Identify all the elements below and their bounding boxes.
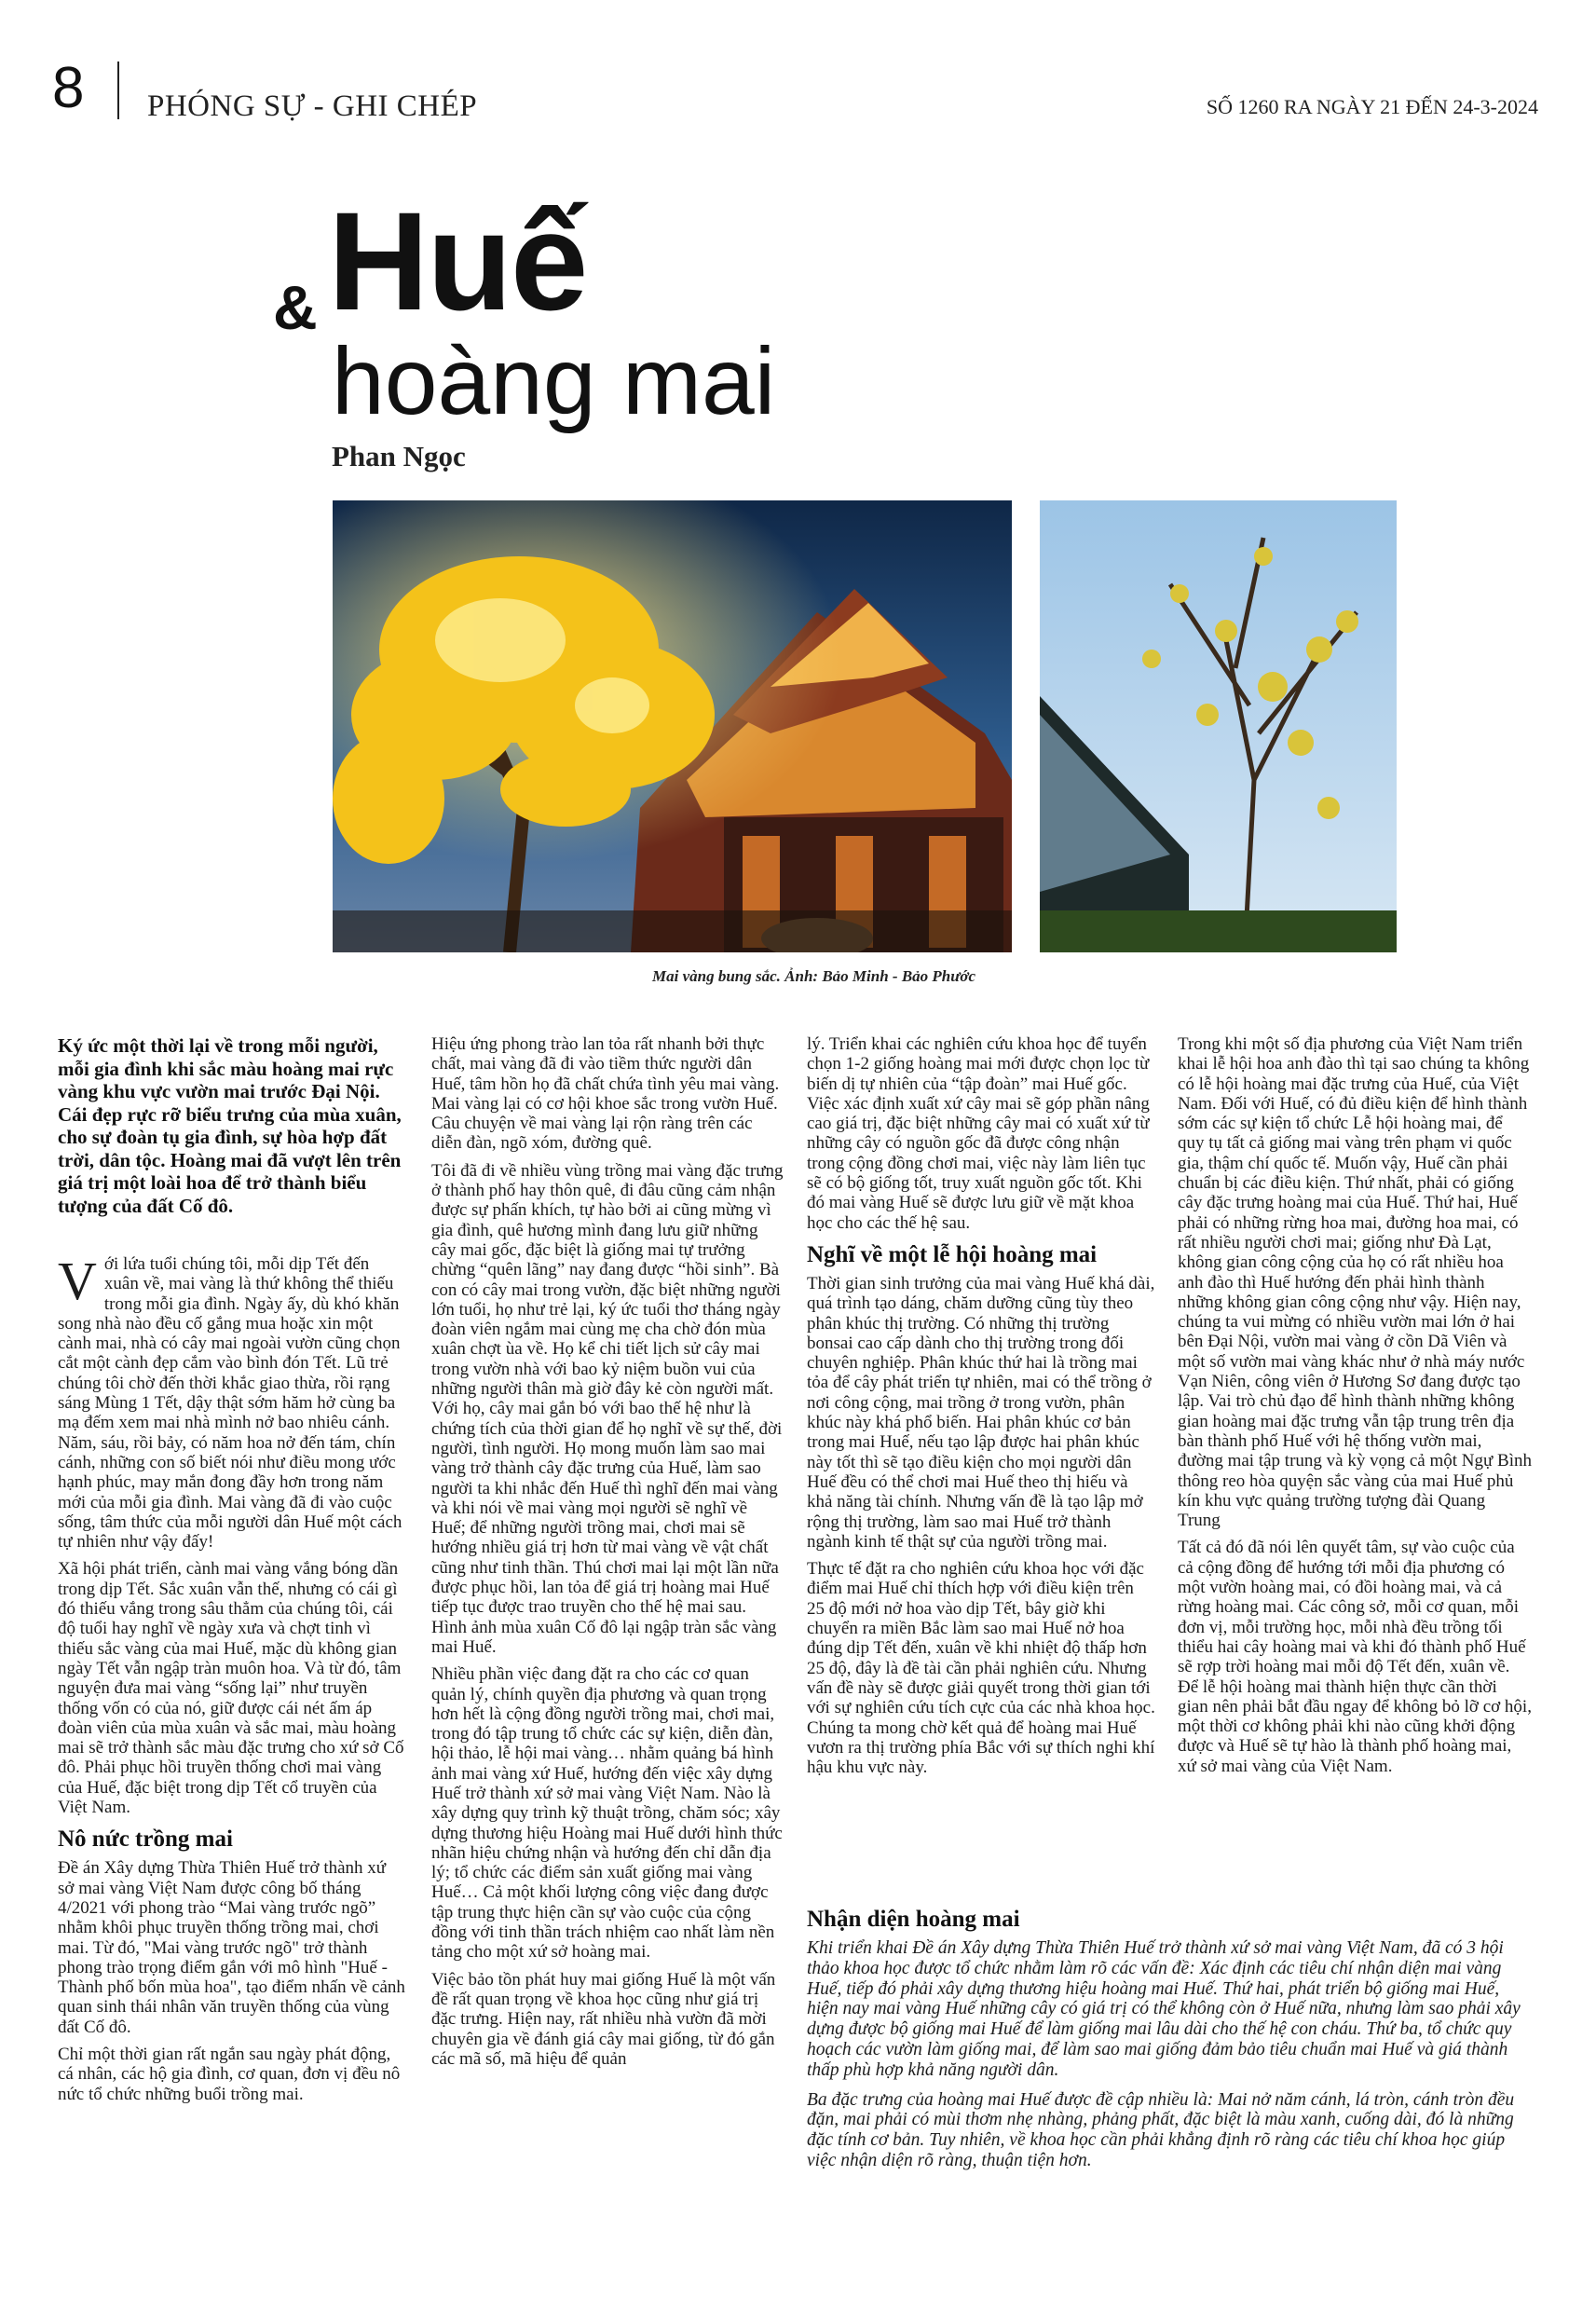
article-lead: Ký ức một thời lại về trong mỗi người, mỗi gia đình khi sắc màu hoàng mai rực vàng khu vực vườn mai trước Đại Nội. Cái đẹp rực rỡ biểu trưng của mùa xuân, cho sự đoàn tụ gia đình, sự hòa hợp đất trời, dân tộc. Hoàng mai đã vượt lên trên giá trị một loài hoa để trở thành biểu tượng của đất Cố đô. (58, 1034, 402, 1217)
text-column-4 (1178, 1034, 1532, 1784)
text-column-2 (431, 1034, 784, 2076)
subheading: Nghĩ về một lễ hội hoàng mai (807, 1241, 1098, 1267)
section-title: PHÓNG SỰ - GHI CHÉP (147, 89, 478, 123)
paragraph: Tất cả đó đã nói lên quyết tâm, sự vào cuộc của cả cộng đồng để hướng tới mỗi địa phương có một vườn hoàng mai, có đồi hoàng mai, và cả rừng hoàng mai. Các công sở, mỗi cơ quan, mỗi đơn vị, mỗi trường học, mỗi nhà đều trồng tối thiểu hai cây hoàng mai và khi đó thành phố Huế sẽ rợp trời hoàng mai mỗi độ Tết đến, xuân về. Để lễ hội hoàng mai thành hiện thực cần thời gian nên phải bắt đầu ngay để không bỏ lỡ cơ hội, một thời cơ không phải khi nào cũng khởi động được và Huế sẽ tự hào là thành phố hoàng mai, xứ sở mai vàng của Việt Nam. (1178, 1538, 1532, 1776)
article-title-main: Huế (328, 183, 587, 339)
paragraph: Thời gian sinh trưởng của mai vàng Huế khá dài, quá trình tạo dáng, chăm dưỡng cũng tùy theo phân khúc thị trường. Có những thị trường bonsai cao cấp dành cho thị trường trong đối chuyên nghiệp. Phân khúc thứ hai là trồng mai tỏa để cây phát triển tự nhiên, mai có thể trồng ở nơi công cộng, mai trồng ở trong vườn, phân khúc này khá phổ biến. Hai phân khúc cơ bản trong mai Huế, nếu tạo lập được hai phân khúc này tốt thì sẽ tạo điều kiện cho mọi người dân Huế đều có thể chơi mai Huế theo thị hiếu và khả năng tài chính. Nhưng vấn đề là tạo lập mở rộng thị trường, làm sao mai Huế trở thành ngành kinh tế thật sự của người trồng mai. (807, 1273, 1155, 1552)
article-title-sub: hoàng mai (332, 328, 776, 434)
paragraph: Thực tế đặt ra cho nghiên cứu khoa học với đặc điểm mai Huế chỉ thích hợp với điều kiện trên 25 độ mới nở hoa vào dịp Tết, bây giờ khi chuyển ra miền Bắc làm sao mai Huế nở hoa đúng dịp Tết đến, xuân về khi nhiệt độ thấp hơn 25 độ, đây là đề tài cần phải nghiên cứu. Nhưng vấn đề này sẽ được giải quyết trong thời gian tới với sự nghiên cứu tích cực của các nhà khoa học. Chúng ta mong chờ kết quả để hoàng mai Huế vươn ra thị trường phía Bắc với sự thích nghi khí hậu khu vực này. (807, 1559, 1155, 1778)
paragraph: Đề án Xây dựng Thừa Thiên Huế trở thành xứ sở mai vàng Việt Nam được công bố tháng 4/2021 với phong trào “Mai vàng trước ngõ” nhằm khôi phục truyền thống trồng mai, chơi mai. Từ đó, "Mai vàng trước ngõ" trở thành phong trào trọng điểm gắn với mô hình "Huế - Thành phố bốn mùa hoa", tạo điểm nhấn về cảnh quan sinh thái nhân văn truyền thống của vùng đất Cố đô. (58, 1858, 405, 2037)
paragraph: Khi triển khai Đề án Xây dựng Thừa Thiên Huế trở thành xứ sở mai vàng Việt Nam, đã có 3 hội thảo khoa học được tổ chức nhằm làm rõ các vấn đề: Xác định các tiêu chí nhận diện mai vàng Huế, tiếp đó phải xây dựng thương hiệu hoàng mai Huế. Thứ hai, phát triển bộ giống mai Huế, hiện nay mai vàng Huế những cây có giá trị có thể không còn ở Huế nữa, nhưng làm sao phải xây dựng được bộ giống mai Huế để làm giống mai lâu dài cho thế hệ con cháu. Thứ ba, tổ chức quy hoạch các vườn làm giống mai, để làm sao mai giống đảm bảo tiêu chuẩn mai Huế và giá thành thấp phù hợp khả năng người dân. (807, 1938, 1521, 2080)
header-divider (117, 62, 119, 119)
paragraph: Ba đặc trưng của hoàng mai Huế được đề cập nhiều là: Mai nở năm cánh, lá tròn, cánh tròn đều đặn, mai phải có mùi thơm nhẹ nhàng, phảng phất, đặc biệt là màu xanh, cuống dài, đó là những đặc tính cơ bản. Tuy nhiên, về khoa học cần phải khẳng định rõ ràng các tiêu chí khoa học giúp việc nhận diện rõ ràng, thuận tiện hơn. (807, 2089, 1515, 2170)
photo-temple-mai (333, 500, 1012, 952)
photo-mai-branches (1040, 500, 1397, 952)
subheading: Nô nức trồng mai (58, 1826, 233, 1853)
issue-info: SỐ 1260 RA NGÀY 21 ĐẾN 24-3-2024 (1206, 95, 1538, 118)
page-number: 8 (52, 56, 85, 120)
paragraph: lý. Triển khai các nghiên cứu khoa học để tuyển chọn 1-2 giống hoàng mai mới được chọn lọc từ biến dị tự nhiên của “tập đoàn” mai Huế gốc. Việc xác định xuất xứ cây mai sẽ góp phần nâng cao giá trị, đặc biệt những cây mai có xuất xứ từ những cây có nguồn gốc đã được công nhận trong cộng đồng chơi mai, việc này làm liên tục sẽ có bộ giống tốt, truy xuất nguồn gốc tốt. Khi đó mai vàng Huế sẽ được lưu giữ về mặt khoa học cho các thế hệ sau. (807, 1034, 1150, 1233)
paragraph: Nhiều phần việc đang đặt ra cho các cơ quan quản lý, chính quyền địa phương và quan trọng hơn hết là cộng đồng người trồng mai, chơi mai, trong đó tập trung tổ chức các sự kiện, diễn đàn, hội thảo, lễ hội mai vàng… nhằm quảng bá hình ảnh mai vàng xứ Huế, hướng đến việc xây dựng Huế trở thành xứ sở mai vàng Việt Nam. Nào là xây dựng quy trình kỹ thuật trồng, chăm sóc; xây dựng thương hiệu Hoàng mai Huế dưới hình thức nhãn hiệu chứng nhận và hướng đến chỉ dẫn địa lý; tổ chức các điểm sản xuất giống mai vàng Huế… Cả một khối lượng công việc đang được tập trung thực hiện cần sự vào cuộc của cộng đồng với tinh thần trách nhiệm cao nhất làm nền tảng cho một xứ sở hoàng mai. (431, 1664, 783, 1963)
paragraph: Với lứa tuổi chúng tôi, mỗi dịp Tết đến xuân về, mai vàng là thứ không thể thiếu trong mỗi gia đình. Ngày ấy, dù khó khăn song nhà nào đều cố gắng mua hoặc xin một cành mai, nhà có cây mai ngoài vườn cũng chọn cắt một cành đẹp cắm vào bình đón Tết. Lũ trẻ chúng tôi chờ đến thời khắc giao thừa, rồi rạng sáng Mùng 1 Tết, dậy thật sớm hăm hở cùng ba mạ đếm xem mai nhà mình nở bao nhiêu cánh. Năm, sáu, rồi bảy, có năm hoa nở đến tám, chín cánh, những con số biết nói như điều mong ước hạnh phúc, may mắn đong đầy hơn trong năm mới của mỗi gia đình. Mai vàng đã đi vào cuộc sống, tâm thức của mỗi người dân Huế một cách tự nhiên như vậy đấy! (58, 1251, 402, 1553)
paragraph: Xã hội phát triển, cành mai vàng vắng bóng dần trong dịp Tết. Sắc xuân vẫn thế, nhưng có cái gì đó thiếu vắng trong sâu thẳm của chúng tôi, cái độ tuổi hay nghĩ về ngày xưa và chợt tinh vì thiếu sắc vàng của mai Huế, mặc dù không gian ngày Tết vẫn ngập tràn muôn hoa. Và từ đó, tâm nguyện đưa mai vàng “sống lại” như truyền thống vốn có của nó, giữ được cái nét ấm áp đoàn viên của mùa xuân và sắc mai, màu hoàng mai sẽ trở thành sắc màu đặc trưng cho xứ sở Cố đô. Phải phục hồi truyền thống chơi mai vàng của Huế, đặc biệt trong dịp Tết cổ truyền của Việt Nam. (58, 1559, 404, 1818)
paragraph: Trong khi một số địa phương của Việt Nam triển khai lễ hội hoa anh đào thì tại sao chúng ta không có lễ hội hoàng mai đặc trưng của Huế, của Việt Nam. Đối với Huế, có đủ điều kiện để hình thành sớm các sự kiện tổ chức Lễ hội hoàng mai, để quy tụ tất cả giống mai vàng trên phạm vi quốc gia, thậm chí quốc tế. Muốn vậy, Huế cần phải chuẩn bị các điều kiện. Thứ nhất, phải có giống cây đặc trưng hoàng mai của Huế. Thứ hai, Huế phải có những rừng hoa mai, đường hoa mai, có rất nhiều người chơi mai; giống như Đà Lạt, không gian công cộng của họ có rất nhiều hoa anh đào thì Huế hướng đến phải hình thành những không gian công cộng như vậy. Hiện nay, chúng ta vui mừng có nhiều vườn mai lớn ở hai bên Đại Nội, vườn mai vàng ở cồn Dã Viên và một số vườn mai vàng khác như ở nhà máy nước Vạn Niên, công viên ở Hương Sơ đang được tạo lập. Vai trò chủ đạo để hình thành những không gian hoàng mai đặc trưng vẫn tập trung trên địa bàn thành phố Huế với hệ thống vườn mai, đường mai tập trung và kỳ vọng cả một Ngự Bình thông reo hòa quyện sắc vàng của mai Huế phủ kín khu vực quảng trường tượng đài Quang Trung (1178, 1034, 1532, 1531)
paragraph: Việc bảo tồn phát huy mai giống Huế là một vấn đề rất quan trọng về khoa học cũng như giá trị đặc trưng. Hiện nay, rất nhiều nhà vườn đã mời chuyên gia về đánh giá cây mai giống, từ đó gắn các mã số, mã hiệu để quản (431, 1969, 776, 2069)
photo-caption: Mai vàng bung sắc. Ảnh: Bảo Minh - Bảo Phước (652, 967, 976, 985)
paragraph: Tôi đã đi về nhiều vùng trồng mai vàng đặc trưng ở thành phố hay thôn quê, đi đâu cũng cảm nhận được sự phấn khích, tự hào bởi ai cũng mừng vì gia đình, quê hương mình đang lưu giữ những cây mai gốc, đặc biệt là giống mai tự trưởng chừng “quên lãng” nay đang được “hồi sinh”. Bà con có cây mai trong vườn, đặc biệt những người lớn tuổi, họ như trẻ lại, ký ức tuổi thơ tháng ngày đoàn viên ngắm mai cùng mẹ cha chờ đón mùa xuân chợt ùa về. Họ kể chi tiết lịch sử cây mai trong vườn nhà với bao kỷ niệm buồn vui của những người thân mà giờ đây kẻ còn người mất. Với họ, cây mai gắn bó với bao thế hệ như là chứng tích của thời gian để họ nghĩ về sự thế, đời người, tình người. Họ mong muốn làm sao mai vàng trở thành cây đặc trưng của Huế, làm sao người ta khi nhắc đến Huế thì nghĩ đến mai vàng và khi nói về mai vàng mọi người sẽ nghĩ về Huế; để những người trồng mai, chơi mai sẽ hướng nhiều giá trị hơn từ mai vàng về vật chất cũng như tinh thần. Thú chơi mai lại một lần nữa được phục hồi, lan tỏa để giá trị hoàng mai Huế tiếp tục được trao truyền cho thế hệ mai sau. Hình ảnh mùa xuân Cố đô lại ngập tràn sắc vàng mai Huế. (431, 1160, 784, 1657)
article-author: Phan Ngọc (332, 440, 466, 472)
article-title-ampersand: & (273, 273, 318, 342)
text-column-3 (807, 1034, 1155, 1785)
sidebar-box (807, 1907, 1534, 2181)
paragraph: Chỉ một thời gian rất ngắn sau ngày phát động, cá nhân, các hộ gia đình, cơ quan, đơn vị đều nô nức tổ chức những buổi trồng mai. (58, 2044, 401, 2104)
subheading: Nhận diện hoàng mai (807, 1907, 1020, 1932)
text-column-1 (58, 1034, 406, 2112)
paragraph: Hiệu ứng phong trào lan tỏa rất nhanh bởi thực chất, mai vàng đã đi vào tiềm thức người dân Huế, tâm hồn họ đã chất chứa tình yêu mai vàng. Mai vàng lại có cơ hội khoe sắc trong vườn Huế. Câu chuyện về mai vàng lại rộn ràng trên các diễn đàn, ngõ xóm, đường quê. (431, 1034, 780, 1154)
